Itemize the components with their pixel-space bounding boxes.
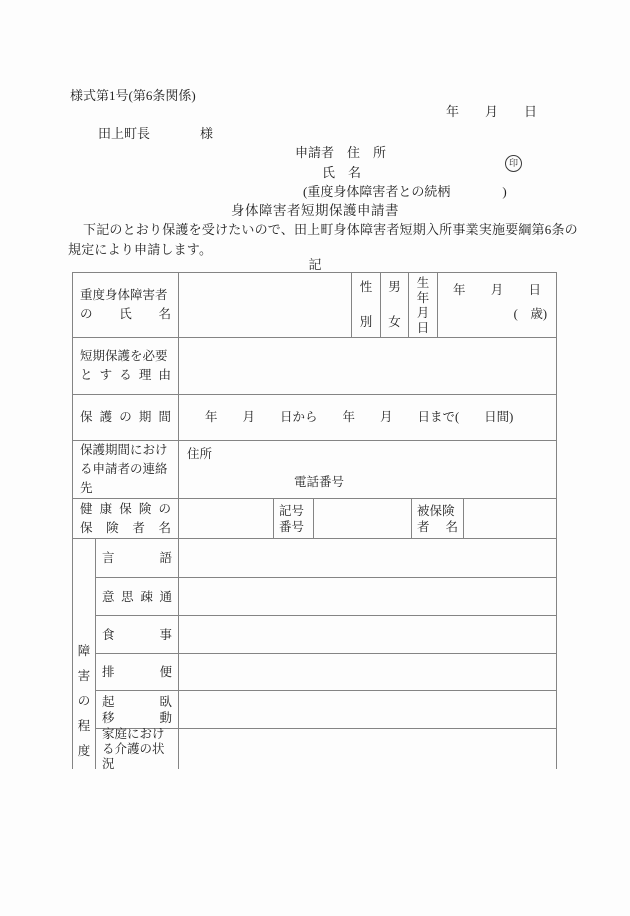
addressee-line bbox=[98, 123, 213, 142]
meals-label: 食事 bbox=[102, 627, 172, 642]
applicant-name-line: 氏 名 bbox=[322, 165, 362, 180]
degree-row-toilet bbox=[96, 654, 556, 691]
period-entry-area: 年 月 日から 年 月 日まで( 日間) bbox=[205, 410, 514, 424]
phone-label: 電話番号 bbox=[294, 475, 345, 489]
sex-label-top: 性 bbox=[359, 280, 373, 294]
reason-entry-area bbox=[179, 338, 556, 394]
birthdate-entry-cell bbox=[438, 273, 556, 337]
insurance-row-label bbox=[73, 499, 179, 538]
period-row-label bbox=[73, 395, 179, 440]
table-row-period bbox=[73, 395, 556, 441]
language-label: 言語 bbox=[102, 551, 172, 565]
male-option: 男 bbox=[388, 280, 401, 294]
contact-label-line1: 保護期間におけ bbox=[80, 443, 168, 457]
reason-row-label bbox=[73, 338, 179, 394]
sex-header-cell bbox=[352, 273, 381, 337]
degree-row-home-care bbox=[96, 726, 556, 771]
contact-label-line3: 先 bbox=[80, 481, 93, 495]
symbol-number-label bbox=[274, 499, 314, 538]
communication-label-cell bbox=[96, 578, 179, 615]
degree-vertical-label: 障害の程度 bbox=[77, 644, 91, 758]
table-row-name bbox=[73, 273, 556, 338]
insured-label-line2: 者 名 bbox=[417, 519, 458, 534]
toilet-label-cell bbox=[96, 654, 179, 690]
degree-row-mobility bbox=[96, 691, 556, 729]
insurance-label-line2: 保険者名 bbox=[80, 520, 171, 535]
document-title: 身体障害者短期保護申請書 bbox=[231, 203, 399, 218]
body-text-line2: 規定により申請します。 bbox=[68, 242, 213, 257]
degree-section bbox=[73, 539, 556, 769]
degree-row-language bbox=[96, 539, 556, 578]
home-care-entry bbox=[179, 729, 556, 769]
table-row-contact bbox=[73, 441, 556, 499]
language-entry bbox=[179, 539, 556, 577]
mobility-entry bbox=[179, 691, 556, 728]
body-text-line1: 下記のとおり保護を受けたいので、田上町身体障害者短期入所事業実施要綱第6条の bbox=[83, 222, 578, 237]
insured-person-entry bbox=[464, 499, 556, 538]
symbol-label-line2: 番号 bbox=[279, 519, 305, 534]
addressee-name: 田上町長 bbox=[98, 126, 151, 141]
degree-rows bbox=[96, 539, 556, 769]
symbol-label-line1: 記号 bbox=[279, 503, 305, 518]
name-label-line2: の 氏 名 bbox=[80, 307, 171, 321]
seal-icon bbox=[505, 155, 522, 172]
insurance-label-line1: 健康保険の bbox=[80, 501, 171, 516]
applicant-address-line: 申請者 住 所 bbox=[295, 145, 387, 160]
name-row-label bbox=[73, 273, 179, 337]
toilet-label: 排便 bbox=[102, 665, 172, 679]
age-blank-line: ( 歳) bbox=[513, 307, 547, 321]
home-care-label-line2: る介護の状 bbox=[102, 741, 165, 756]
record-mark: 記 bbox=[308, 257, 322, 272]
contact-entry-area bbox=[179, 441, 556, 498]
mobility-label-cell bbox=[96, 691, 179, 728]
home-care-label-cell bbox=[96, 726, 179, 771]
symbol-number-entry bbox=[314, 499, 412, 538]
male-female-cell bbox=[381, 273, 409, 337]
seal-character: 印 bbox=[508, 158, 518, 168]
application-table bbox=[72, 272, 557, 769]
degree-row-meals bbox=[96, 616, 556, 654]
contact-row-label bbox=[73, 441, 179, 498]
sex-label-bottom: 別 bbox=[359, 315, 373, 329]
degree-row-communication bbox=[96, 578, 556, 616]
reason-label-line1: 短期保護を必要 bbox=[80, 349, 168, 363]
insured-label-line1: 被保険 bbox=[417, 503, 455, 518]
reason-label-line2: とする理由 bbox=[80, 368, 171, 382]
meals-label-cell bbox=[96, 616, 179, 653]
home-care-label-line1: 家庭におけ bbox=[102, 726, 165, 741]
addressee-honorific: 様 bbox=[200, 126, 214, 141]
name-label-line1: 重度身体障害者 bbox=[80, 288, 168, 302]
toilet-entry bbox=[179, 654, 556, 690]
period-label: 保護の期間 bbox=[80, 410, 171, 424]
name-entry-area bbox=[179, 273, 352, 337]
birthdate-blank-line: 年 月 日 bbox=[453, 283, 541, 297]
home-care-label-line3: 況 bbox=[102, 756, 115, 771]
female-option: 女 bbox=[388, 315, 401, 329]
relation-note-line: (重度身体障害者との続柄 ) bbox=[303, 184, 507, 199]
degree-vertical-header bbox=[73, 539, 96, 769]
language-label-cell bbox=[96, 539, 179, 577]
table-row-reason bbox=[73, 338, 556, 395]
mobility-label-line1: 起臥 bbox=[102, 694, 172, 709]
insurer-name-entry bbox=[179, 499, 274, 538]
birthdate-vertical-label: 生年月日 bbox=[416, 276, 430, 335]
mobility-label-line2: 移動 bbox=[102, 710, 172, 725]
date-blank-line: 年 月 日 bbox=[446, 104, 538, 119]
contact-label-line2: る申請者の連絡 bbox=[80, 462, 168, 476]
communication-entry bbox=[179, 578, 556, 615]
table-row-insurance bbox=[73, 499, 556, 539]
birthdate-header-cell bbox=[409, 273, 438, 337]
insured-person-label bbox=[412, 499, 464, 538]
address-label: 住所 bbox=[187, 447, 213, 461]
meals-entry bbox=[179, 616, 556, 653]
communication-label: 意思疎通 bbox=[102, 589, 172, 604]
form-number: 様式第1号(第6条関係) bbox=[70, 88, 196, 103]
